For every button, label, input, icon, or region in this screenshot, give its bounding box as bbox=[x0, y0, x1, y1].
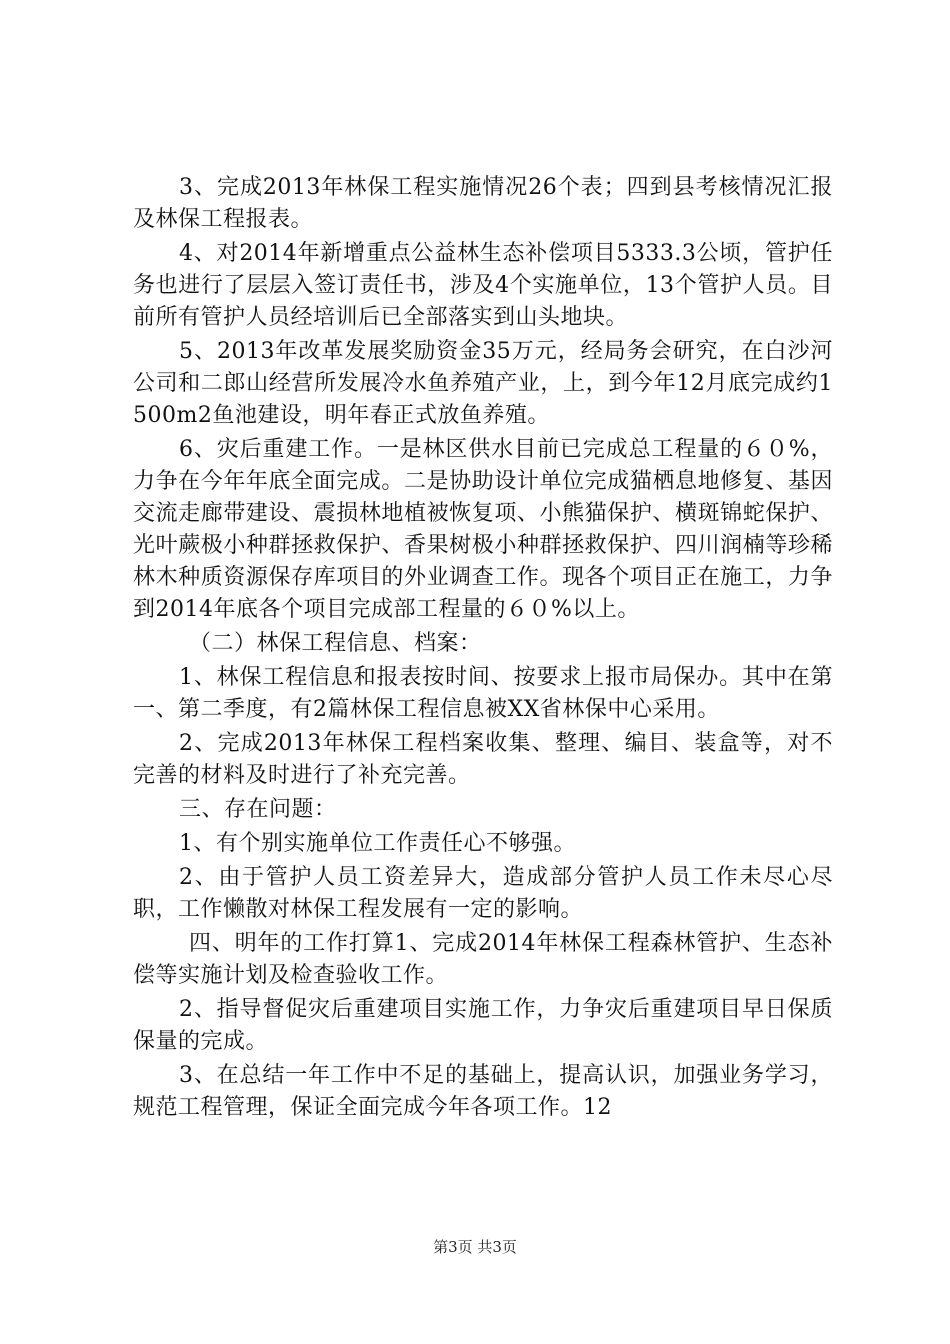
section-heading-problems: 三、存在问题： bbox=[179, 797, 337, 822]
paragraph-item-6: 6、灾后重建工作。一是林区供水目前已完成总工程量的６０%，力争在今年年底全面完成。二是协助设计单位完成猫栖息地修复、基因交流走廊带建设、震损林地植被恢复项、小熊猫保护、横斑锦蛇保护、光叶蕨极小种群拯救保护、香果树极小种群拯救保护、四川润楠等珍稀林木种质资源保存库项目的外业调查工作。现各个项目正在施工，力争到2014年底各个项目完成部工程量的６０%以上。 bbox=[133, 437, 833, 622]
paragraph-plans-1: 四、明年的工作打算1、完成2014年林保工程森林管护、生态补偿等实施计划及检查验收工作。 bbox=[133, 931, 833, 988]
paragraph-item-5: 5、2013年改革发展奖励资金35万元，经局务会研究，在白沙河公司和二郎山经营所发展冷水鱼养殖产业，上，到今年12月底完成约1500m2鱼池建设，明年春正式放鱼养殖。 bbox=[133, 339, 833, 428]
paragraph-item-3: 3、完成2013年林保工程实施情况26个表；四到县考核情况汇报及林保工程报表。 bbox=[133, 175, 833, 232]
paragraph-item-4: 4、对2014年新增重点公益林生态补偿项目5333.3公顷，管护任务也进行了层层入签订责任书，涉及4个实施单位，13个管护人员。目前所有管护人员经培训后已全部落实到山头地块。 bbox=[133, 241, 833, 330]
paragraph-problems-1: 1、有个别实施单位工作责任心不够强。 bbox=[179, 831, 576, 856]
paragraph-archives-2: 2、完成2013年林保工程档案收集、整理、编目、装盒等，对不完善的材料及时进行了补充完善。 bbox=[133, 731, 833, 788]
page-number-footer: 第3页 共3页 bbox=[433, 1238, 517, 1256]
paragraph-plans-3: 3、在总结一年工作中不足的基础上，提高认识，加强业务学习，规范工程管理，保证全面完成今年各项工作。12 bbox=[133, 1063, 833, 1120]
paragraph-problems-2: 2、由于管护人员工资差异大，造成部分管护人员工作未尽心尽职，工作懒散对林保工程发展有一定的影响。 bbox=[133, 865, 833, 922]
section-heading-archives: （二）林保工程信息、档案： bbox=[189, 631, 482, 656]
paragraph-archives-1: 1、林保工程信息和报表按时间、按要求上报市局保办。其中在第一、第二季度，有2篇林保工程信息被XX省林保中心采用。 bbox=[133, 665, 833, 722]
document-body bbox=[133, 172, 833, 1126]
paragraph-plans-2: 2、指导督促灾后重建项目实施工作，力争灾后重建项目早日保质保量的完成。 bbox=[133, 997, 833, 1054]
